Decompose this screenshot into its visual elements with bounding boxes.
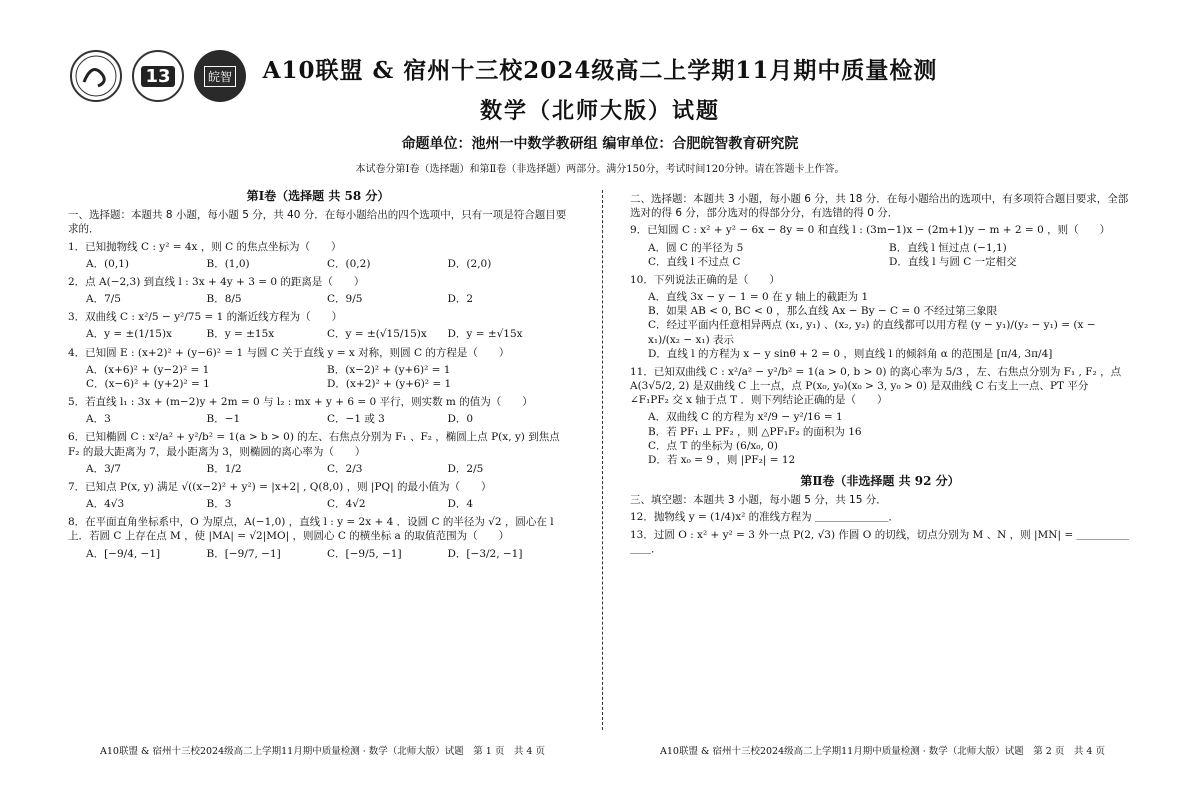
answer-options <box>68 257 568 271</box>
answer-option: B．若 PF₁ ⊥ PF₂ ，则 △PF₁F₂ 的面积为 16 <box>648 425 862 438</box>
answer-option: A．3 <box>86 413 111 426</box>
question-stem: 10．下列说法正确的是（ ） <box>630 273 780 286</box>
answer-option: C．(0,2) <box>327 257 371 270</box>
answer-option: A．(x+6)² + (y−2)² = 1 <box>86 363 210 376</box>
question-stem: 2．点 A(−2,3) 到直线 l : 3x + 4y + 3 = 0 的距离是（ ） <box>68 275 365 288</box>
answer-option: B．[−9/7, −1] <box>206 547 281 560</box>
answer-option: C．4√2 <box>327 498 366 511</box>
section2-heading: 二、选择题：本题共 3 小题，每小题 6 分，共 18 分．在每小题给出的选项中，有多项符合题目要求，全部选对的得 6 分，部分选对的得部分分，有选错的得 0 分． <box>630 193 1129 220</box>
answer-option: B．8/5 <box>206 293 242 306</box>
part2-title: 第Ⅱ卷（非选择题 共 92 分） <box>800 474 960 489</box>
answer-option: A．3/7 <box>86 462 121 475</box>
answer-option: C．[−9/5, −1] <box>327 547 402 560</box>
question-stem: 8．在平面直角坐标系中，O 为原点，A(−1,0) ，直线 l : y = 2x + 4 ．设圆 C 的半径为 √2 ，圆心在 l 上．若圆 C 上存在点 M ，使 |MA| = √2|MO| ，则圆心 C 的横坐标 a 的取值范围为（ ） <box>68 516 554 543</box>
left-question-list <box>68 240 568 561</box>
answer-option: A．(0,1) <box>86 257 129 270</box>
section3-heading: 三、填空题：本题共 3 小题，每小题 5 分，共 15 分． <box>630 494 887 507</box>
exam-subtitle: 数学（北师大版）试题 <box>479 98 720 124</box>
answer-option: C．2/3 <box>327 462 363 475</box>
answer-option: B．直线 l 恒过点 (−1,1) <box>889 241 1007 254</box>
answer-options <box>68 327 568 341</box>
answer-option: C．y = ±(√15/15)x <box>327 328 427 341</box>
question-stem: 7．已知点 P(x, y) 满足 √((x−2)² + y²) = |x+2| , Q(8,0) ，则 |PQ| 的最小值为（ ） <box>68 480 492 493</box>
answer-option: D．2/5 <box>447 462 484 475</box>
fill-question-13: 13．过圆 O : x² + y² = 3 外一点 P(2, √3) 作圆 O 的切线，切点分别为 M 、N ，则 |MN| = ＿＿＿＿＿＿＿． <box>630 528 1129 555</box>
answer-option: A．直线 3x − y − 1 = 0 在 y 轴上的截距为 1 <box>648 291 869 304</box>
logo-wanzhi-text: 皖智 <box>204 66 236 87</box>
section1-heading: 一、选择题：本题共 8 小题，每小题 5 分，共 40 分．在每小题给出的四个选项中，只有一项是符合题目要求的． <box>68 209 567 236</box>
answer-option: B．y = ±15x <box>206 328 275 341</box>
footer-page1: A10联盟 & 宿州十三校2024级高二上学期11月期中质量检测 · 数学（北师大版）试题 第 1 页 共 4 页 <box>100 746 545 757</box>
answer-option: D．直线 l 的方程为 x − y sinθ + 2 = 0 ，则直线 l 的倾斜角 α 的范围是 [π/4, 3π/4] <box>648 347 1053 360</box>
right-column <box>630 190 1130 559</box>
answer-option: B．(x−2)² + (y+6)² = 1 <box>327 363 451 376</box>
part1-title: 第Ⅰ卷（选择题 共 58 分） <box>246 189 390 203</box>
question-stem: 4．已知圆 E : (x+2)² + (y−6)² = 1 与圆 C 关于直线 y = x 对称，则圆 C 的方程是（ ） <box>68 346 510 359</box>
answer-option: A．4√3 <box>86 498 125 511</box>
logo-13-text: 13 <box>141 66 174 87</box>
answer-options <box>68 363 568 391</box>
fill-question-12: 12．抛物线 y = (1/4)x² 的准线方程为 ＿＿＿＿＿＿＿． <box>630 511 900 524</box>
question-stem: 11．已知双曲线 C : x²/a² − y²/b² = 1(a > 0, b > 0) 的离心率为 5/3 ，左、右焦点分别为 F₁ , F₂ ，点 A(3√5/2, 2) 是双曲线 C 上一点，点 P(x₀, y₀)(x₀ > 3, y₀ > 0) 是双曲线 C 右支上一点、PT 平分 ∠F₁PF₂ 交 x 轴于点 T ．则下列结论正确的是（ ） <box>630 365 1122 407</box>
column-divider <box>602 190 603 730</box>
question-stem: 3．双曲线 C : x²/5 − y²/75 = 1 的渐近线方程为（ ） <box>68 311 343 324</box>
question-stem: 5．若直线 l₁ : 3x + (m−2)y + 2m = 0 与 l₂ : mx + y + 6 = 0 平行，则实数 m 的值为（ ） <box>68 396 533 409</box>
answer-options <box>68 547 568 561</box>
answer-option: B．−1 <box>206 413 241 426</box>
answer-option: A．圆 C 的半径为 5 <box>648 241 744 254</box>
answer-option: D．(x+2)² + (y+6)² = 1 <box>327 377 452 390</box>
answer-option: D．y = ±√15x <box>447 328 523 341</box>
answer-option: A．[−9/4, −1] <box>86 547 161 560</box>
exam-title: A10联盟 & 宿州十三校2024级高二上学期11月期中质量检测 <box>262 57 938 84</box>
exam-instructions: 本试卷分第Ⅰ卷（选择题）和第Ⅱ卷（非选择题）两部分。满分150分，考试时间120分钟。请在答题卡上作答。 <box>355 164 845 175</box>
question-stem: 9．已知圆 C : x² + y² − 6x − 8y = 0 和直线 l : (3m−1)x − (2m+1)y − m + 2 = 0 ，则（ ） <box>630 224 1111 237</box>
answer-options <box>630 241 1130 269</box>
answer-option: B．3 <box>206 498 232 511</box>
answer-option: C．直线 l 不过点 C <box>648 255 741 268</box>
answer-option: B．(1,0) <box>206 257 250 270</box>
answer-option: C．(x−6)² + (y+2)² = 1 <box>86 377 210 390</box>
answer-option: A．双曲线 C 的方程为 x²/9 − y²/16 = 1 <box>648 411 843 424</box>
compiler-units: 命题单位：池州一中数学教研组 编审单位：合肥皖智教育研究院 <box>401 136 799 152</box>
answer-option: D．4 <box>447 498 474 511</box>
answer-options <box>630 410 1130 467</box>
answer-options <box>68 497 568 511</box>
answer-option: D．2 <box>447 293 474 306</box>
question-stem: 6．已知椭圆 C : x²/a² + y²/b² = 1(a > b > 0) 的左、右焦点分别为 F₁ 、F₂ ，椭圆上点 P(x, y) 到焦点 F₂ 的最大距离为 7，最小距离为 3，则椭圆的离心率为（ ） <box>68 431 560 458</box>
answer-option: B．1/2 <box>206 462 242 475</box>
answer-option: D．(2,0) <box>447 257 492 270</box>
question-stem: 1．已知抛物线 C : y² = 4x ，则 C 的焦点坐标为（ ） <box>68 240 342 253</box>
answer-option: D．直线 l 与圆 C 一定相交 <box>889 255 1017 268</box>
answer-option: A．7/5 <box>86 293 121 306</box>
right-question-list <box>630 223 1130 467</box>
answer-options <box>68 462 568 476</box>
answer-options <box>68 292 568 306</box>
answer-option: D．[−3/2, −1] <box>447 547 523 560</box>
answer-option: C．9/5 <box>327 293 363 306</box>
answer-option: A．y = ±(1/15)x <box>86 328 172 341</box>
answer-options <box>68 412 568 426</box>
left-column <box>68 182 568 565</box>
answer-option: B．如果 AB < 0, BC < 0 ，那么直线 Ax − By − C = 0 不经过第三象限 <box>648 305 998 318</box>
answer-option: C．经过平面内任意相异两点 (x₁, y₁) 、(x₂, y₂) 的直线都可以用方程 (y − y₁)/(y₂ − y₁) = (x − x₁)/(x₂ − x₁) 表示 <box>648 319 1096 346</box>
answer-options <box>630 290 1130 361</box>
answer-option: C．点 T 的坐标为 (6/x₀, 0) <box>648 439 778 452</box>
answer-option: D．若 x₀ = 9 ，则 |PF₂| = 12 <box>648 453 796 466</box>
answer-option: C．−1 或 3 <box>327 413 385 426</box>
answer-option: D．0 <box>447 413 474 426</box>
footer-page2: A10联盟 & 宿州十三校2024级高二上学期11月期中质量检测 · 数学（北师大版）试题 第 2 页 共 4 页 <box>660 746 1105 757</box>
